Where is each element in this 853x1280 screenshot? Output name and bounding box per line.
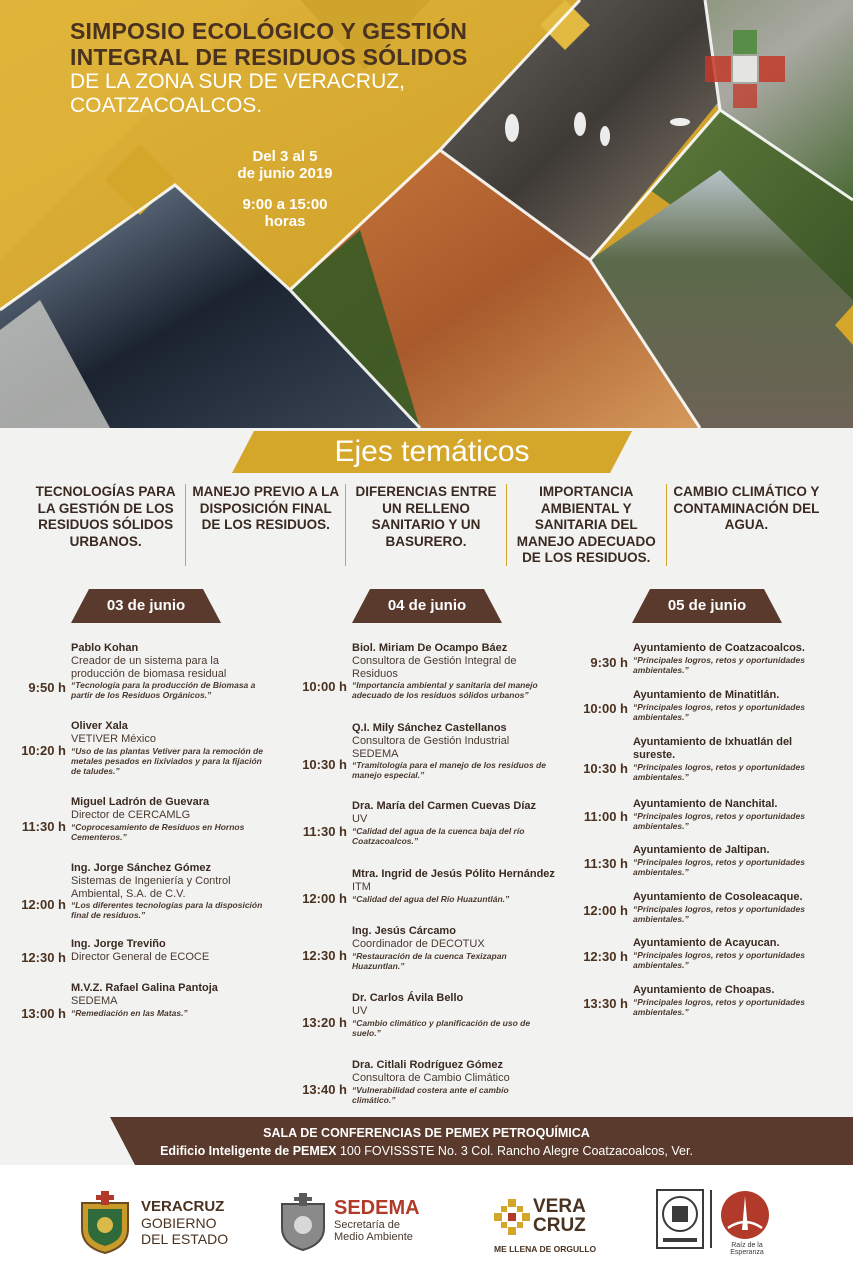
eje-item: TECNOLOGÍAS PARA LA GESTIÓN DE LOS RESIDUOS SÓLIDOS URBANOS. — [26, 484, 186, 566]
speaker-name: Dra. Citlali Rodríguez Gómez — [352, 1059, 503, 1071]
veracruz-gobierno-logo — [78, 1189, 132, 1260]
day-label: 05 de junio — [667, 597, 747, 614]
talk-time: 9:50 h — [28, 680, 66, 695]
event-dates — [215, 148, 355, 182]
talk-time: 13:20 h — [302, 1015, 347, 1030]
raiz-esperanza-icon — [718, 1190, 772, 1240]
university-seal-icon — [655, 1188, 705, 1250]
speaker-name: Ayuntamiento de Coatzacoalcos. — [633, 642, 805, 654]
day-tab-2 — [352, 589, 502, 623]
speaker-role: Director General de ECOCE — [71, 951, 210, 963]
estado-text: DEL ESTADO — [141, 1231, 229, 1247]
dates-line-1: Del 3 al 5 — [252, 148, 318, 165]
talk-time: 10:30 h — [583, 761, 628, 776]
speaker-role: SEDEMA — [71, 995, 118, 1007]
talk-time: 10:00 h — [583, 701, 628, 716]
talk-time: 12:30 h — [21, 950, 66, 965]
speaker-role: Creador de un sistema para la producción de biomasa residual — [71, 655, 227, 680]
ejes-list — [26, 484, 826, 566]
talk-time: 10:20 h — [21, 743, 66, 758]
venue-banner — [0, 1117, 853, 1165]
talk-topic: “Importancia ambiental y sanitaria del manejo adecuado de los residuos sólidos urbanos” — [352, 680, 538, 700]
speaker-name: Biol. Miriam De Ocampo Báez — [352, 642, 508, 654]
state-shield-icon — [78, 1189, 132, 1255]
ejes-banner — [232, 431, 632, 473]
ejes-title: Ejes temáticos — [334, 435, 530, 468]
veracruz-brand-text — [533, 1197, 603, 1235]
day-tab-1 — [71, 589, 221, 623]
sedema-name: SEDEMA — [334, 1197, 420, 1219]
raiz-esperanza-logo — [718, 1190, 772, 1245]
talk-time: 11:30 h — [21, 819, 66, 834]
venue-building: Edificio Inteligente de PEMEX — [160, 1144, 337, 1158]
dates-line-2: de junio 2019 — [237, 165, 333, 182]
talk-topic: “Calidad del agua de la cuenca baja del río Coatzacoalcos.” — [352, 825, 525, 846]
speaker-name: Pablo Kohan — [71, 642, 139, 654]
sedema-medio: Medio Ambiente — [334, 1231, 413, 1243]
talk-time: 10:30 h — [302, 757, 347, 772]
talk-topic: “Coprocesamiento de Residuos en Hornos Cementeros.” — [71, 821, 245, 842]
speaker-name: Ayuntamiento de Jaltipan. — [633, 844, 770, 856]
talk-time: 10:00 h — [302, 679, 347, 694]
sedema-text — [334, 1197, 420, 1243]
talk-time: 12:30 h — [583, 949, 628, 964]
raiz-text: Raíz de la Esperanza — [730, 1242, 764, 1256]
eje-item: DIFERENCIAS ENTRE UN RELLENO SANITARIO Y UN BASURERO. — [346, 484, 506, 566]
talk-topic: “Calidad del agua del Río Huazuntlán.” — [352, 893, 510, 904]
talk-topic: “Principales logros, retos y oportunidades ambientales.” — [633, 904, 805, 924]
header-collage — [0, 0, 853, 428]
veracruz-brand-logo — [494, 1199, 530, 1240]
speaker-name: Ayuntamiento de Ixhuatlán del sureste. — [633, 736, 793, 761]
logo-divider — [710, 1190, 712, 1248]
speaker-role: VETIVER México — [71, 733, 156, 745]
speaker-name: Ing. Jorge Treviño — [71, 938, 166, 950]
day-label: 04 de junio — [387, 597, 467, 614]
talk-topic: “Principales logros, retos y oportunidades ambientales.” — [633, 702, 805, 722]
event-hours — [215, 196, 355, 230]
speaker-name: M.V.Z. Rafael Galina Pantoja — [71, 982, 218, 994]
talk-topic: “Tecnología para la producción de Biomasa a partir de los Residuos Orgánicos.” — [71, 680, 256, 700]
sponsor-logos — [0, 1165, 853, 1280]
speaker-name: Dra. María del Carmen Cuevas Díaz — [352, 800, 537, 812]
veracruz-pattern-icon — [494, 1199, 530, 1235]
talk-topic: “Principales logros, retos y oportunidades ambientales.” — [633, 950, 805, 970]
veracruz-gobierno-text — [141, 1199, 228, 1247]
speaker-name: Q.I. Mily Sánchez Castellanos — [352, 722, 507, 734]
talk-time: 13:40 h — [302, 1082, 347, 1097]
sedema-shield — [278, 1192, 328, 1257]
university-seal — [655, 1188, 705, 1255]
talk-time: 12:00 h — [583, 903, 628, 918]
subtitle-line-2: COATZACOALCOS. — [70, 94, 263, 117]
talk-time: 11:30 h — [583, 856, 628, 871]
orgullo-text: ME LLENA DE ORGULLO — [494, 1244, 597, 1254]
speaker-role: UV — [352, 813, 368, 825]
eje-item: MANEJO PREVIO A LA DISPOSICIÓN FINAL DE LOS RESIDUOS. — [186, 484, 346, 566]
talk-topic: “Principales logros, retos y oportunidades ambientales.” — [633, 997, 805, 1017]
eje-item: IMPORTANCIA AMBIENTAL Y SANITARIA DEL MANEJO ADECUADO DE LOS RESIDUOS. — [507, 484, 667, 566]
speaker-role: Consultora de Gestión Integral de Residuos — [352, 655, 517, 680]
gobierno-text: GOBIERNO — [141, 1215, 217, 1231]
day-label: 03 de junio — [106, 597, 186, 614]
speaker-role: Consultora de Gestión Industrial SEDEMA — [352, 735, 510, 760]
speaker-name: Mtra. Ingrid de Jesús Pólito Hernández — [352, 868, 555, 880]
speaker-role: Coordinador de DECOTUX — [352, 938, 485, 950]
eje-item: CAMBIO CLIMÁTICO Y CONTAMINACIÓN DEL AGUA. — [673, 484, 820, 532]
veracruz-name: VERACRUZ — [141, 1198, 225, 1215]
venue-address: 100 FOVISSSTE No. 3 Col. Rancho Alegre Coatzacoalcos, Ver. — [336, 1144, 693, 1158]
title-line-2: INTEGRAL DE RESIDUOS SÓLIDOS — [70, 44, 468, 70]
speaker-name: Ayuntamiento de Nanchital. — [633, 798, 778, 810]
talk-topic: “Principales logros, retos y oportunidades ambientales.” — [633, 811, 805, 831]
speaker-name: Dr. Carlos Ávila Bello — [352, 992, 464, 1004]
speaker-name: Miguel Ladrón de Guevara — [71, 796, 210, 808]
cruz-text: CRUZ — [533, 1215, 586, 1236]
title-line-1: SIMPOSIO ECOLÓGICO Y GESTIÓN — [70, 18, 468, 44]
speaker-name: Ayuntamiento de Cosoleacaque. — [633, 891, 803, 903]
talk-time: 11:30 h — [302, 824, 347, 839]
sedema-secretaria: Secretaría de — [334, 1219, 401, 1231]
talk-time: 13:30 h — [583, 996, 628, 1011]
talk-topic: “Vulnerabilidad costera ante el cambio climático.” — [352, 1084, 509, 1105]
talk-topic: “Remediación en las Matas.” — [71, 1007, 188, 1018]
talk-topic: “Uso de las plantas Vetiver para la remoción de metales pesados en lixiviados y para la fijación de taludes.” — [71, 745, 263, 776]
talk-time: 12:00 h — [21, 897, 66, 912]
talk-time: 12:30 h — [302, 948, 347, 963]
talk-time: 11:00 h — [583, 809, 628, 824]
speaker-role: Consultora de Cambio Climático — [352, 1072, 510, 1084]
speaker-name: Ing. Jorge Sánchez Gómez — [71, 862, 211, 874]
event-title — [70, 18, 490, 118]
sedema-shield-icon — [278, 1192, 328, 1252]
speaker-name: Ing. Jesús Cárcamo — [352, 925, 456, 937]
speaker-name: Oliver Xala — [71, 720, 128, 732]
talk-topic: “Tramitología para el manejo de los residuos de manejo especial.” — [352, 760, 546, 780]
talk-time: 9:30 h — [590, 655, 628, 670]
hours-line-1: 9:00 a 15:00 — [242, 196, 328, 213]
talk-topic: “Los diferentes tecnologías para la disposición final de residuos.” — [71, 900, 263, 920]
speaker-name: Ayuntamiento de Minatitlán. — [633, 689, 780, 701]
talk-topic: “Principales logros, retos y oportunidades ambientales.” — [633, 857, 805, 877]
speaker-role: ITM — [352, 881, 371, 893]
hours-line-2: horas — [264, 213, 306, 230]
veracruz-flag-logo — [705, 30, 805, 110]
speaker-name: Ayuntamiento de Choapas. — [633, 984, 775, 996]
day-tab-3 — [632, 589, 782, 623]
talk-topic: “Principales logros, retos y oportunidades ambientales.” — [633, 655, 805, 675]
talk-topic: “Cambio climático y planificación de uso de suelo.” — [352, 1017, 531, 1038]
speaker-name: Ayuntamiento de Acayucan. — [633, 937, 780, 949]
venue-line-2 — [0, 1144, 853, 1158]
talk-time: 13:00 h — [21, 1006, 66, 1021]
venue-line-1: SALA DE CONFERENCIAS DE PEMEX PETROQUÍMICA — [263, 1126, 590, 1140]
vera-text: VERA — [533, 1196, 586, 1217]
talk-topic: “Principales logros, retos y oportunidades ambientales.” — [633, 762, 805, 782]
speaker-role: UV — [352, 1005, 368, 1017]
speaker-role: Director de CERCAMLG — [71, 809, 191, 821]
talk-time: 12:00 h — [302, 891, 347, 906]
subtitle-line-1: DE LA ZONA SUR DE VERACRUZ, — [70, 70, 405, 93]
talk-topic: “Restauración de la cuenca Texizapan Huazuntlan.” — [352, 950, 507, 971]
speaker-role: Sistemas de Ingeniería y Control Ambiental, S.A. de C.V. — [71, 875, 231, 900]
